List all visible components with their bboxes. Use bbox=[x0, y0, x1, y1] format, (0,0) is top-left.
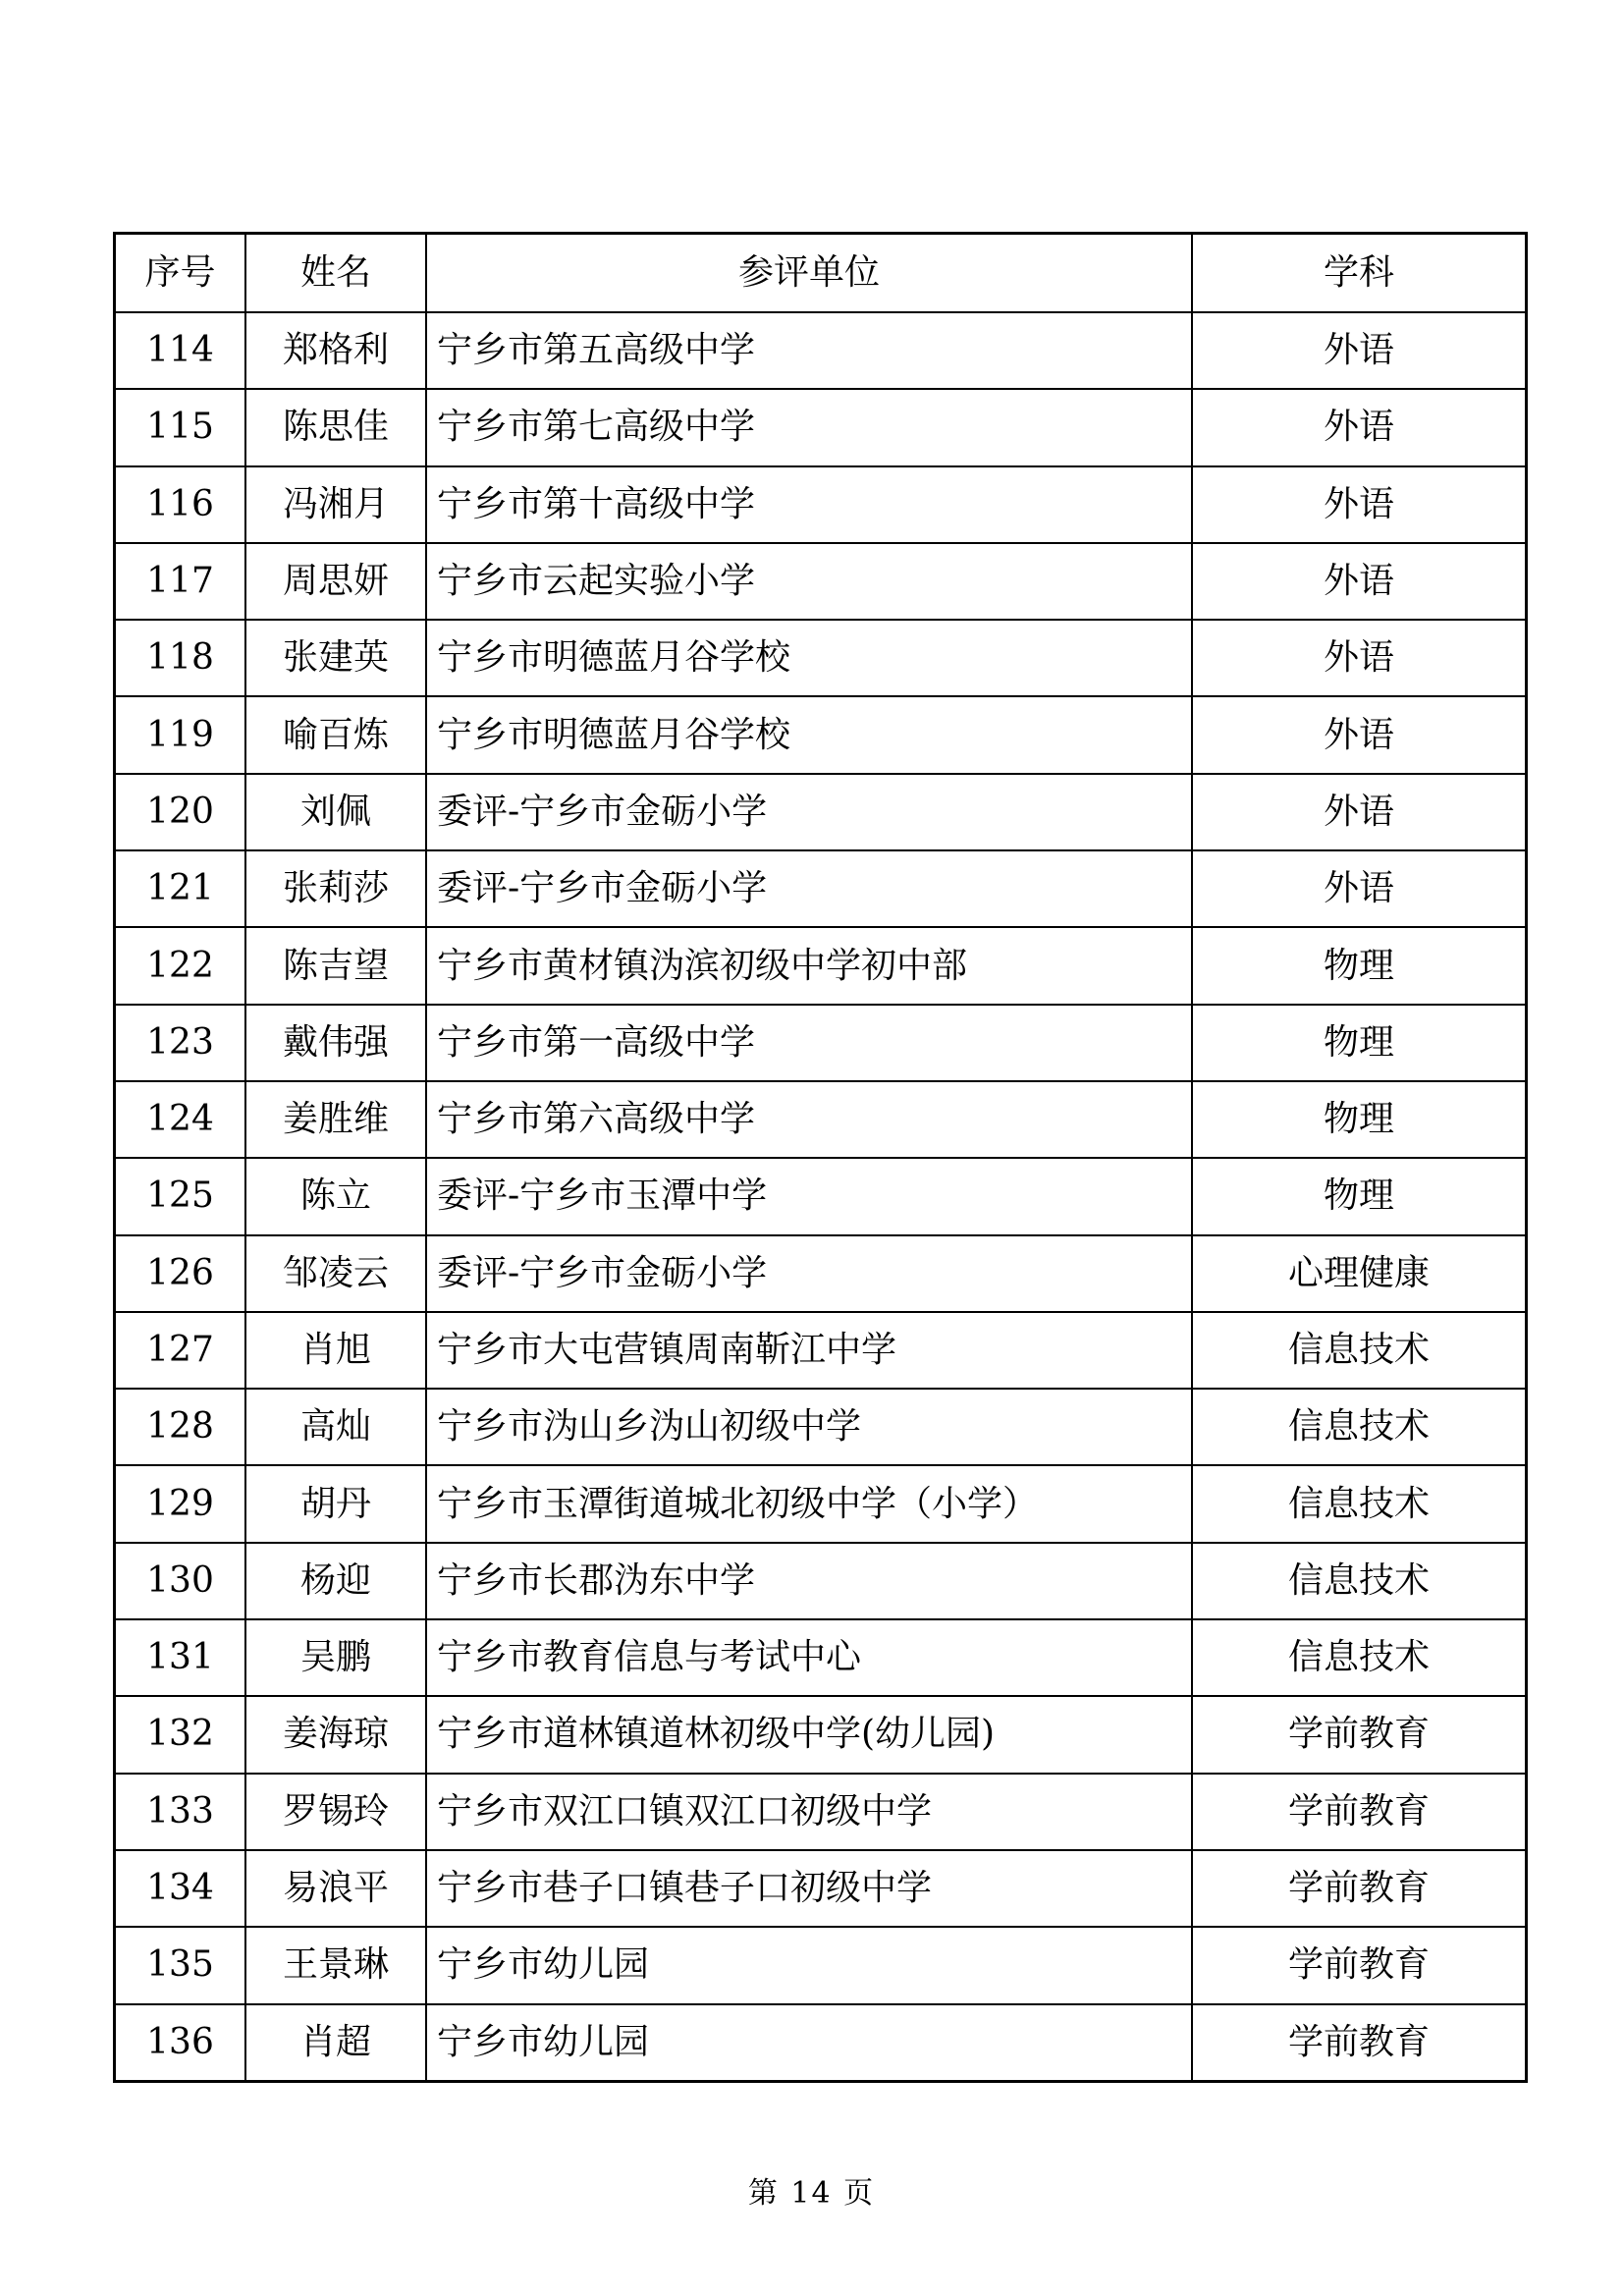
cell-unit: 宁乡市第五高级中学 bbox=[426, 312, 1192, 389]
table-row bbox=[115, 696, 1527, 773]
cell-subject: 物理 bbox=[1192, 1005, 1527, 1081]
cell-unit: 委评-宁乡市金砺小学 bbox=[426, 774, 1192, 850]
table-header-row bbox=[115, 234, 1527, 313]
cell-unit: 宁乡市沩山乡沩山初级中学 bbox=[426, 1389, 1192, 1465]
cell-subject: 学前教育 bbox=[1192, 2004, 1527, 2082]
header-unit: 参评单位 bbox=[426, 234, 1192, 313]
cell-index: 115 bbox=[115, 389, 246, 465]
roster-table bbox=[113, 232, 1528, 2083]
cell-name: 陈吉望 bbox=[245, 927, 426, 1004]
cell-subject: 外语 bbox=[1192, 696, 1527, 773]
cell-subject: 物理 bbox=[1192, 1081, 1527, 1158]
cell-index: 130 bbox=[115, 1543, 246, 1619]
cell-unit: 宁乡市长郡沩东中学 bbox=[426, 1543, 1192, 1619]
table-row bbox=[115, 620, 1527, 696]
cell-unit: 宁乡市明德蓝月谷学校 bbox=[426, 696, 1192, 773]
table-row bbox=[115, 2004, 1527, 2082]
cell-name: 冯湘月 bbox=[245, 466, 426, 543]
cell-subject: 学前教育 bbox=[1192, 1696, 1527, 1773]
cell-subject: 外语 bbox=[1192, 850, 1527, 927]
cell-unit: 宁乡市云起实验小学 bbox=[426, 543, 1192, 620]
cell-unit: 宁乡市第一高级中学 bbox=[426, 1005, 1192, 1081]
cell-unit: 宁乡市幼儿园 bbox=[426, 1927, 1192, 2003]
cell-name: 胡丹 bbox=[245, 1465, 426, 1542]
table-row bbox=[115, 1158, 1527, 1234]
table-row bbox=[115, 1312, 1527, 1389]
cell-index: 131 bbox=[115, 1619, 246, 1696]
table-row bbox=[115, 1850, 1527, 1927]
table-row bbox=[115, 1081, 1527, 1158]
cell-unit: 宁乡市玉潭街道城北初级中学（小学） bbox=[426, 1465, 1192, 1542]
cell-name: 喻百炼 bbox=[245, 696, 426, 773]
cell-index: 126 bbox=[115, 1235, 246, 1312]
table-row bbox=[115, 1774, 1527, 1850]
cell-index: 120 bbox=[115, 774, 246, 850]
cell-subject: 信息技术 bbox=[1192, 1619, 1527, 1696]
cell-unit: 委评-宁乡市玉潭中学 bbox=[426, 1158, 1192, 1234]
cell-name: 肖超 bbox=[245, 2004, 426, 2082]
cell-name: 罗锡玲 bbox=[245, 1774, 426, 1850]
table-row bbox=[115, 1543, 1527, 1619]
table-row bbox=[115, 927, 1527, 1004]
cell-index: 128 bbox=[115, 1389, 246, 1465]
cell-index: 118 bbox=[115, 620, 246, 696]
table-row bbox=[115, 850, 1527, 927]
cell-unit: 宁乡市第七高级中学 bbox=[426, 389, 1192, 465]
table-row bbox=[115, 1465, 1527, 1542]
cell-index: 125 bbox=[115, 1158, 246, 1234]
cell-index: 135 bbox=[115, 1927, 246, 2003]
cell-index: 119 bbox=[115, 696, 246, 773]
cell-subject: 心理健康 bbox=[1192, 1235, 1527, 1312]
cell-index: 122 bbox=[115, 927, 246, 1004]
cell-unit: 宁乡市幼儿园 bbox=[426, 2004, 1192, 2082]
cell-subject: 外语 bbox=[1192, 389, 1527, 465]
cell-index: 116 bbox=[115, 466, 246, 543]
cell-name: 戴伟强 bbox=[245, 1005, 426, 1081]
table-row bbox=[115, 312, 1527, 389]
table-row bbox=[115, 774, 1527, 850]
cell-unit: 宁乡市第十高级中学 bbox=[426, 466, 1192, 543]
table-row bbox=[115, 1696, 1527, 1773]
table-row bbox=[115, 1235, 1527, 1312]
page-number: 第 14 页 bbox=[747, 2176, 876, 2211]
cell-name: 王景琳 bbox=[245, 1927, 426, 2003]
cell-unit: 委评-宁乡市金砺小学 bbox=[426, 1235, 1192, 1312]
cell-unit: 宁乡市大屯营镇周南靳江中学 bbox=[426, 1312, 1192, 1389]
cell-subject: 物理 bbox=[1192, 1158, 1527, 1234]
cell-unit: 委评-宁乡市金砺小学 bbox=[426, 850, 1192, 927]
cell-unit: 宁乡市明德蓝月谷学校 bbox=[426, 620, 1192, 696]
cell-name: 高灿 bbox=[245, 1389, 426, 1465]
table-row bbox=[115, 389, 1527, 465]
cell-subject: 外语 bbox=[1192, 774, 1527, 850]
cell-unit: 宁乡市第六高级中学 bbox=[426, 1081, 1192, 1158]
cell-index: 114 bbox=[115, 312, 246, 389]
table-row bbox=[115, 1927, 1527, 2003]
cell-index: 127 bbox=[115, 1312, 246, 1389]
cell-subject: 信息技术 bbox=[1192, 1465, 1527, 1542]
roster-table-container bbox=[113, 232, 1518, 2083]
cell-name: 周思妍 bbox=[245, 543, 426, 620]
cell-unit: 宁乡市巷子口镇巷子口初级中学 bbox=[426, 1850, 1192, 1927]
table-row bbox=[115, 1619, 1527, 1696]
cell-name: 肖旭 bbox=[245, 1312, 426, 1389]
cell-unit: 宁乡市道林镇道林初级中学(幼儿园) bbox=[426, 1696, 1192, 1773]
cell-subject: 信息技术 bbox=[1192, 1389, 1527, 1465]
cell-index: 133 bbox=[115, 1774, 246, 1850]
header-subject: 学科 bbox=[1192, 234, 1527, 313]
cell-name: 吴鹏 bbox=[245, 1619, 426, 1696]
cell-subject: 学前教育 bbox=[1192, 1774, 1527, 1850]
cell-subject: 信息技术 bbox=[1192, 1312, 1527, 1389]
cell-name: 邹凌云 bbox=[245, 1235, 426, 1312]
cell-name: 张莉莎 bbox=[245, 850, 426, 927]
cell-subject: 外语 bbox=[1192, 312, 1527, 389]
cell-index: 136 bbox=[115, 2004, 246, 2082]
cell-subject: 外语 bbox=[1192, 620, 1527, 696]
cell-index: 124 bbox=[115, 1081, 246, 1158]
cell-name: 陈思佳 bbox=[245, 389, 426, 465]
cell-index: 132 bbox=[115, 1696, 246, 1773]
cell-name: 陈立 bbox=[245, 1158, 426, 1234]
cell-name: 姜胜维 bbox=[245, 1081, 426, 1158]
cell-name: 姜海琼 bbox=[245, 1696, 426, 1773]
table-row bbox=[115, 1389, 1527, 1465]
cell-subject: 学前教育 bbox=[1192, 1850, 1527, 1927]
cell-unit: 宁乡市教育信息与考试中心 bbox=[426, 1619, 1192, 1696]
cell-subject: 外语 bbox=[1192, 543, 1527, 620]
cell-index: 117 bbox=[115, 543, 246, 620]
cell-index: 134 bbox=[115, 1850, 246, 1927]
cell-subject: 外语 bbox=[1192, 466, 1527, 543]
cell-subject: 学前教育 bbox=[1192, 1927, 1527, 2003]
cell-unit: 宁乡市双江口镇双江口初级中学 bbox=[426, 1774, 1192, 1850]
cell-subject: 信息技术 bbox=[1192, 1543, 1527, 1619]
cell-unit: 宁乡市黄材镇沩滨初级中学初中部 bbox=[426, 927, 1192, 1004]
header-name: 姓名 bbox=[245, 234, 426, 313]
cell-name: 郑格利 bbox=[245, 312, 426, 389]
cell-name: 杨迎 bbox=[245, 1543, 426, 1619]
cell-index: 121 bbox=[115, 850, 246, 927]
header-index: 序号 bbox=[115, 234, 246, 313]
cell-name: 张建英 bbox=[245, 620, 426, 696]
cell-subject: 物理 bbox=[1192, 927, 1527, 1004]
table-row bbox=[115, 1005, 1527, 1081]
cell-index: 129 bbox=[115, 1465, 246, 1542]
cell-name: 易浪平 bbox=[245, 1850, 426, 1927]
table-row bbox=[115, 543, 1527, 620]
cell-index: 123 bbox=[115, 1005, 246, 1081]
table-body bbox=[115, 312, 1527, 2081]
cell-name: 刘佩 bbox=[245, 774, 426, 850]
table-row bbox=[115, 466, 1527, 543]
